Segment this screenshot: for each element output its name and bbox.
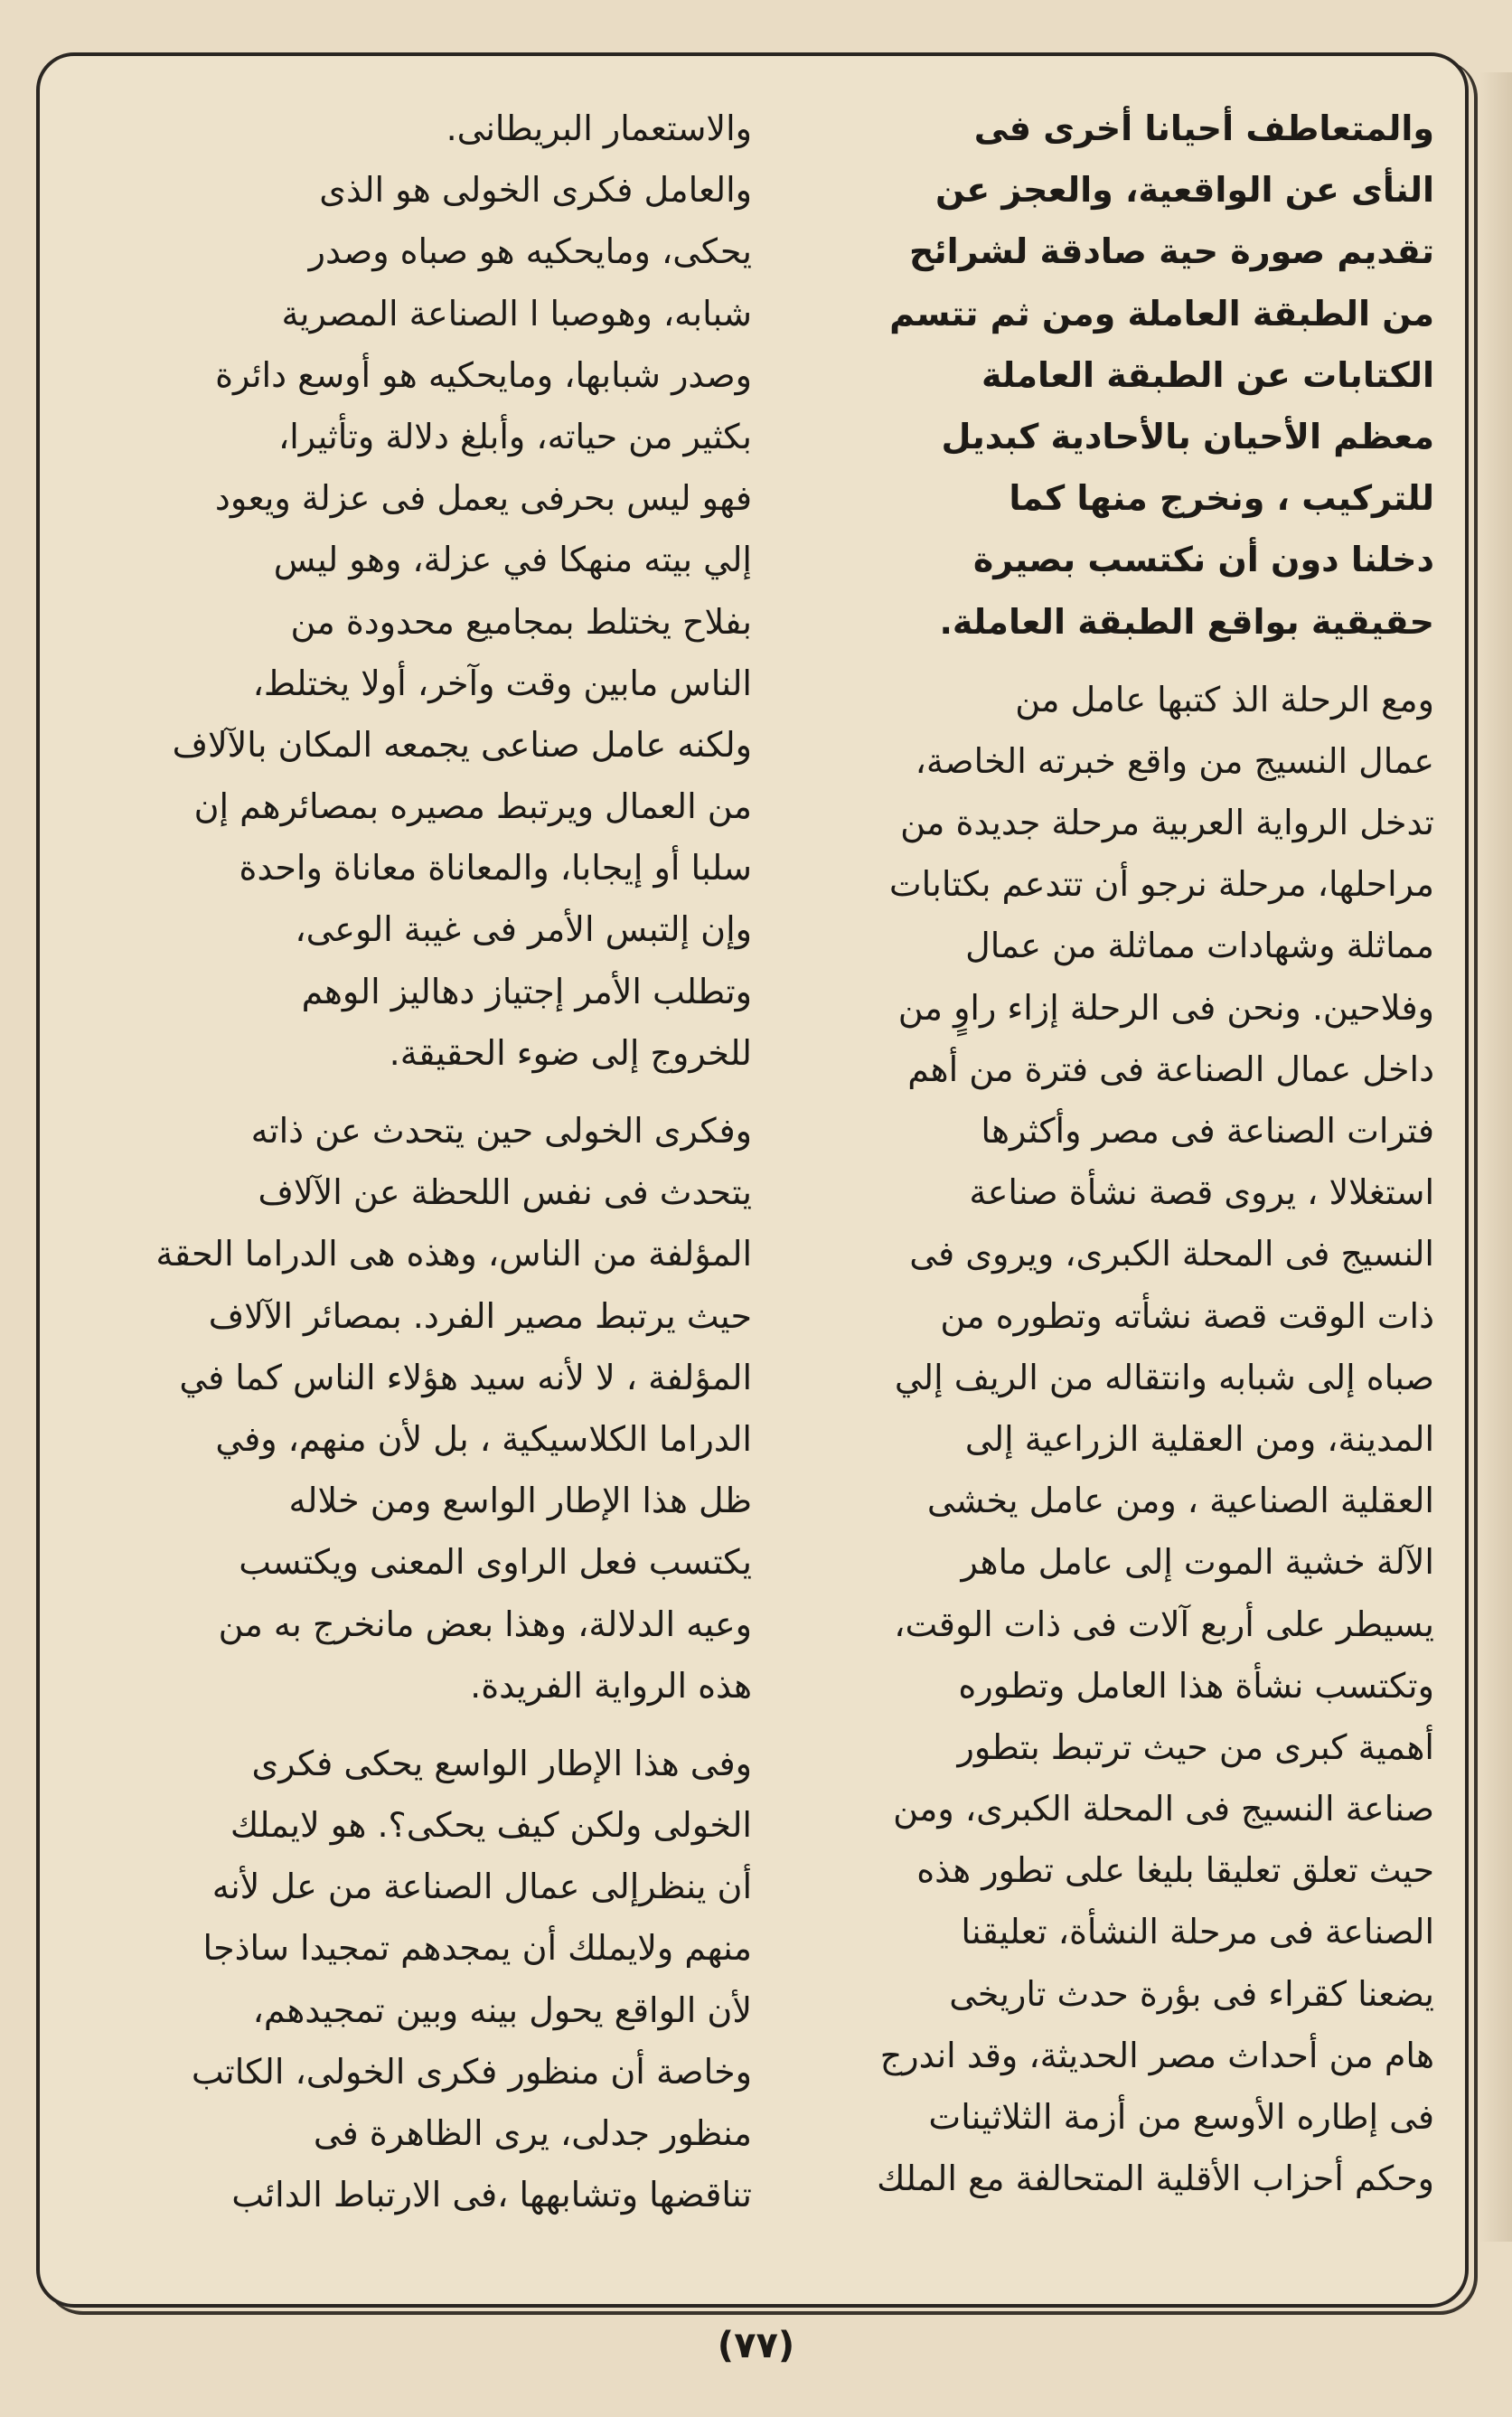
text-line: بفلاح يختلط بمجاميع محدودة من	[290, 601, 752, 642]
text-line: الدراما الكلاسيكية ، بل لأن منهم، وفي	[215, 1418, 752, 1459]
text-line: والمتعاطف أحيانا أخرى فى	[973, 108, 1434, 148]
text-line: عمال النسيج من واقع خبرته الخاصة،	[915, 740, 1434, 781]
paragraph-gap	[70, 1716, 752, 1733]
text-line: من العمال ويرتبط مصيره بمصائرهم إن	[193, 786, 752, 827]
text-line: فترات الصناعة فى مصر وأكثرها	[981, 1111, 1434, 1151]
text-line: وعيه الدلالة، وهذا بعض مانخرج به من	[218, 1603, 752, 1644]
text-line: حيث تعلق تعليقا بليغا على تطور هذه	[916, 1850, 1434, 1891]
text-line: يتحدث فى نفس اللحظة عن الآلاف	[258, 1172, 752, 1213]
text-line: والاستعمار البريطانى.	[446, 108, 752, 148]
text-line: إلي بيته منهكا في عزلة، وهو ليس	[273, 540, 752, 580]
text-line: شبابه، وهوصبا ا الصناعة المصرية	[281, 293, 752, 334]
text-line: المؤلفة من الناس، وهذه هى الدراما الحقة	[155, 1234, 752, 1274]
text-line: العقلية الصناعية ، ومن عامل يخشى	[926, 1481, 1434, 1521]
text-line: يسيطر على أربع آلات فى ذات الوقت،	[894, 1603, 1434, 1644]
text-line: أن ينظرإلى عمال الصناعة من عل لأنه	[211, 1867, 752, 1907]
text-line: لأن الواقع يحول بينه وبين تمجيدهم،	[252, 1989, 752, 2030]
paragraph-gap	[780, 653, 1434, 669]
text-line: منهم ولايملك أن يمجدهم تمجيدا ساذجا	[202, 1928, 752, 1969]
text-line: يكتسب فعل الراوى المعنى ويكتسب	[239, 1542, 752, 1583]
text-line: وإن إلتبس الأمر فى غيبة الوعى،	[295, 909, 752, 950]
text-line: المؤلفة ، لا لأنه سيد هؤلاء الناس كما في	[179, 1357, 752, 1397]
text-line: تناقضها وتشابهها ،فى الارتباط الدائب	[231, 2175, 752, 2215]
text-line: وتطلب الأمر إجتياز دهاليز الوهم	[301, 971, 752, 1011]
text-line: يحكى، ومايحكيه هو صباه وصدر	[308, 231, 752, 272]
text-line: حقيقية بواقع الطبقة العاملة.	[939, 601, 1434, 642]
text-line: وحكم أحزاب الأقلية المتحالفة مع الملك	[877, 2158, 1434, 2199]
text-line: النسيج فى المحلة الكبرى، ويروى فى	[909, 1234, 1434, 1274]
text-line: معظم الأحيان بالأحادية كبديل	[941, 416, 1434, 456]
text-line: وتكتسب نشأة هذا العامل وتطوره	[958, 1665, 1434, 1706]
text-line: سلبا أو إيجابا، والمعاناة معاناة واحدة	[239, 848, 752, 889]
text-line: هام من أحداث مصر الحديثة، وقد اندرج	[879, 2035, 1434, 2075]
text-line: الناس مابين وقت وآخر، أولا يختلط،	[252, 663, 752, 703]
text-line: مراحلها، مرحلة نرجو أن تتدعم بكتابات	[888, 864, 1434, 905]
text-line: منظور جدلى، يرى الظاهرة فى	[313, 2113, 752, 2153]
left-text-column	[70, 98, 752, 2225]
text-line: صناعة النسيج فى المحلة الكبرى، ومن	[893, 1789, 1434, 1829]
bleed-through-strip	[1479, 72, 1512, 2242]
text-line: فهو ليس بحرفى يعمل فى عزلة ويعود	[214, 478, 752, 519]
text-line: حيث يرتبط مصير الفرد. بمصائر الآلاف	[208, 1295, 752, 1336]
paragraph-gap	[70, 1084, 752, 1100]
text-line: صباه إلى شبابه وانتقاله من الريف إلي	[894, 1357, 1434, 1397]
text-line: تقديم صورة حية صادقة لشرائح	[908, 231, 1434, 272]
text-line: المدينة، ومن العقلية الزراعية إلى	[964, 1418, 1434, 1459]
text-line: النأى عن الواقعية، والعجز عن	[935, 170, 1434, 211]
text-line: وصدر شبابها، ومايحكيه هو أوسع دائرة	[215, 354, 752, 395]
text-line: للتركيب ، ونخرج منها كما	[1009, 478, 1434, 519]
text-line: والعامل فكرى الخولى هو الذى	[319, 170, 752, 211]
text-line: الخولى ولكن كيف يحكى؟. هو لايملك	[230, 1805, 752, 1846]
text-line: هذه الرواية الفريدة.	[470, 1665, 752, 1706]
text-line: الصناعة فى مرحلة النشأة، تعليقنا	[961, 1912, 1434, 1952]
text-line: وفلاحين. ونحن فى الرحلة إزاء راوٍ من	[897, 987, 1434, 1028]
text-line: فى إطاره الأوسع من أزمة الثلاثينات	[928, 2097, 1434, 2137]
text-line: ظل هذا الإطار الواسع ومن خلاله	[288, 1481, 752, 1521]
right-text-column	[780, 98, 1434, 2209]
text-line: ولكنه عامل صناعى يجمعه المكان بالآلاف	[172, 724, 752, 765]
text-line: للخروج إلى ضوء الحقيقة.	[389, 1032, 752, 1073]
text-line: ذات الوقت قصة نشأته وتطوره من	[940, 1295, 1434, 1336]
text-line: يضعنا كقراء فى بؤرة حدث تاريخى	[949, 1973, 1434, 2014]
text-line: وخاصة أن منظور فكرى الخولى، الكاتب	[191, 2051, 752, 2092]
text-line: ومع الرحلة الذ كتبها عامل من	[1015, 679, 1434, 719]
text-line: تدخل الرواية العربية مرحلة جديدة من	[900, 803, 1434, 843]
text-line: بكثير من حياته، وأبلغ دلالة وتأثيرا،	[277, 416, 752, 456]
text-line: من الطبقة العاملة ومن ثم تتسم	[889, 293, 1434, 334]
text-line: داخل عمال الصناعة فى فترة من أهم	[907, 1049, 1434, 1089]
page-number: (٧٧)	[717, 2325, 795, 2366]
text-line: أهمية كبرى من حيث ترتبط بتطور	[957, 1726, 1434, 1767]
text-line: مماثلة وشهادات مماثلة من عمال	[965, 926, 1434, 966]
text-line: استغلالا ، يروى قصة نشأة صناعة	[969, 1172, 1434, 1213]
text-line: وفى هذا الإطار الواسع يحكى فكرى	[251, 1743, 752, 1783]
text-line: الكتابات عن الطبقة العاملة	[981, 354, 1434, 395]
text-line: دخلنا دون أن نكتسب بصيرة	[972, 540, 1434, 580]
text-line: الآلة خشية الموت إلى عامل ماهر	[961, 1542, 1434, 1583]
text-line: وفكرى الخولى حين يتحدث عن ذاته	[250, 1111, 752, 1151]
